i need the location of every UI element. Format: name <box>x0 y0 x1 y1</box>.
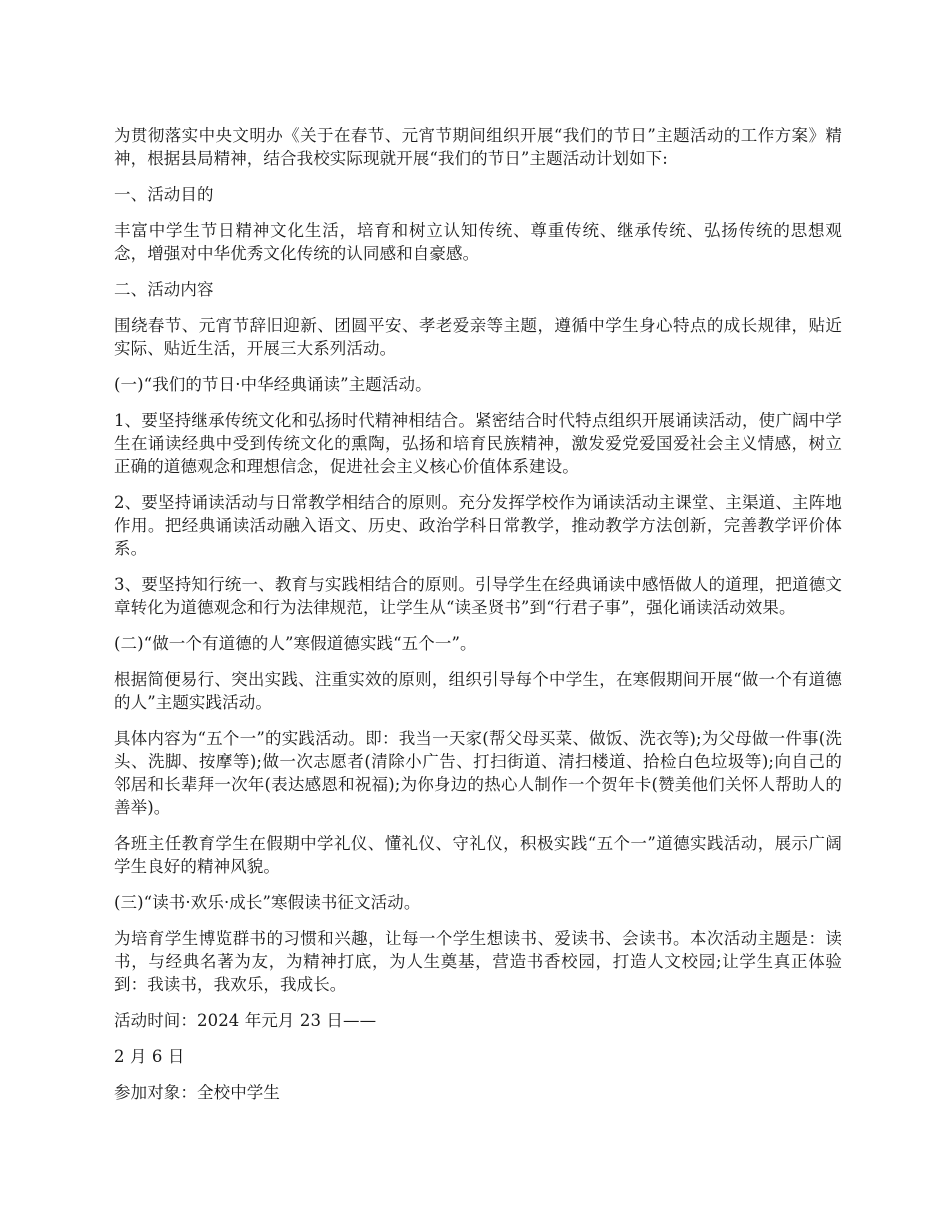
item-paragraph-2: 2、要坚持诵读活动与日常教学相结合的原则。充分发挥学校作为诵读活动主课堂、主渠道、主阵地作用。把经典诵读活动融入语文、历史、政治学科日常教学，推动教学方法创新，完善教学评价体系。 <box>114 493 842 558</box>
subsection-heading-2: (二)“做一个有道德的人”寒假道德实践“五个一”。 <box>114 634 477 653</box>
content-paragraph: 围绕春节、元宵节辞旧迎新、团圆平安、孝老爱亲等主题，遵循中学生身心特点的成长规律，贴近实际、贴近生活，开展三大系列活动。 <box>114 316 842 358</box>
document-page <box>114 124 842 1117</box>
reading-paragraph: 为培育学生博览群书的习惯和兴趣，让每一个学生想读书、爱读书、会读书。本次活动主题是：读书，与经典名著为友，为精神打底，为人生奠基，营造书香校园，打造人文校园;让学生真正体验到：我读书，我欢乐，我成长。 <box>114 929 842 994</box>
section-heading-purpose: 一、活动目的 <box>114 185 214 204</box>
activity-end-date-line: 2 月 6 日 <box>114 1047 185 1066</box>
activity-time-line: 活动时间：2024 年元月 23 日—— <box>114 1011 377 1030</box>
intro-paragraph: 为贯彻落实中央文明办《关于在春节、元宵节期间组织开展“我们的节日”主题活动的工作方案》精神，根据县局精神，结合我校实际现就开展“我们的节日”主题活动计划如下: <box>114 126 842 168</box>
subsection-heading-3: (三)“读书·欢乐·成长”寒假读书征文活动。 <box>114 893 421 912</box>
item-paragraph-3: 3、要坚持知行统一、教育与实践相结合的原则。引导学生在经典诵读中感悟做人的道理，把道德文章转化为道德观念和行为法律规范，让学生从“读圣贤书”到“行君子事”，强化诵读活动效果。 <box>114 575 842 617</box>
details-paragraph: 具体内容为“五个一”的实践活动。即：我当一天家(帮父母买菜、做饭、洗衣等);为父母做一件事(洗头、洗脚、按摩等);做一次志愿者(清除小广告、打扫街道、清扫楼道、拾检白色垃圾等);向自己的邻居和长辈拜一次年(表达感恩和祝福);为你身边的热心人制作一个贺年卡(赞美他们关怀人帮助人的善举)。 <box>114 729 842 817</box>
participants-line: 参加对象：全校中学生 <box>114 1083 280 1102</box>
teacher-paragraph: 各班主任教育学生在假期中学礼仪、懂礼仪、守礼仪，积极实践“五个一”道德实践活动，展示广阔学生良好的精神风貌。 <box>114 834 842 876</box>
purpose-paragraph: 丰富中学生节日精神文化生活，培育和树立认知传统、尊重传统、继承传统、弘扬传统的思想观念，增强对中华优秀文化传统的认同感和自豪感。 <box>114 221 842 263</box>
principle-paragraph: 根据简便易行、突出实践、注重实效的原则，组织引导每个中学生，在寒假期间开展“做一个有道德的人”主题实践活动。 <box>114 670 842 712</box>
subsection-heading-1: (一)“我们的节日·中华经典诵读”主题活动。 <box>114 375 432 394</box>
section-heading-content: 二、活动内容 <box>114 280 214 299</box>
item-paragraph-1: 1、要坚持继承传统文化和弘扬时代精神相结合。紧密结合时代特点组织开展诵读活动，使广阔中学生在诵读经典中受到传统文化的熏陶，弘扬和培育民族精神，激发爱党爱国爱社会主义情感，树立正确的道德观念和理想信念，促进社会主义核心价值体系建设。 <box>114 411 842 476</box>
